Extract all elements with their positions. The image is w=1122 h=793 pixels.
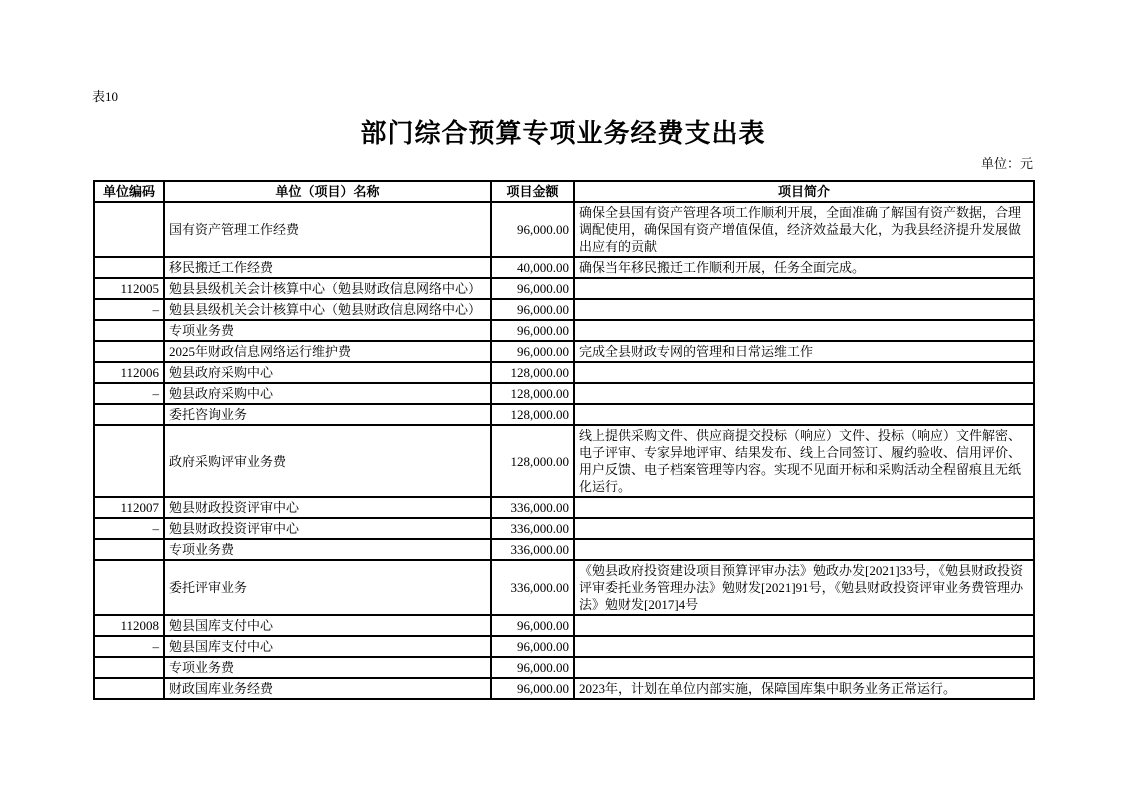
amount-cell: 128,000.00: [491, 383, 574, 404]
project-name-cell: 勉县政府采购中心: [164, 383, 491, 404]
project-name-cell: 勉县国库支付中心: [164, 636, 491, 657]
amount-cell: 128,000.00: [491, 362, 574, 383]
intro-cell: [574, 320, 1034, 341]
unit-code-cell: –: [94, 383, 164, 404]
project-name-cell: 专项业务费: [164, 657, 491, 678]
table-row: [94, 299, 1034, 320]
unit-code-cell: [94, 657, 164, 678]
table-row: [94, 278, 1034, 299]
intro-cell: 《勉县政府投资建设项目预算评审办法》勉政办发[2021]33号，《勉县财政投资评审委托业务管理办法》勉财发[2021]91号，《勉县财政投资评审业务费管理办法》勉财发[2017]4号: [574, 560, 1034, 615]
header-project-name: 单位（项目）名称: [164, 181, 491, 202]
project-name-cell: 勉县县级机关会计核算中心（勉县财政信息网络中心）: [164, 299, 491, 320]
unit-code-cell: –: [94, 518, 164, 539]
table-row: [94, 362, 1034, 383]
amount-cell: 40,000.00: [491, 257, 574, 278]
intro-cell: 完成全县财政专网的管理和日常运维工作: [574, 341, 1034, 362]
amount-cell: 128,000.00: [491, 404, 574, 425]
table-body: [94, 202, 1034, 699]
table-row: [94, 425, 1034, 497]
intro-cell: [574, 383, 1034, 404]
table-row: [94, 202, 1034, 257]
intro-cell: [574, 362, 1034, 383]
unit-code-cell: 112008: [94, 615, 164, 636]
table-row: [94, 615, 1034, 636]
amount-cell: 336,000.00: [491, 560, 574, 615]
table-row: [94, 636, 1034, 657]
amount-cell: 96,000.00: [491, 320, 574, 341]
table-row: [94, 341, 1034, 362]
amount-cell: 96,000.00: [491, 678, 574, 699]
project-name-cell: 委托评审业务: [164, 560, 491, 615]
table-row: [94, 657, 1034, 678]
intro-cell: [574, 518, 1034, 539]
table-row: [94, 320, 1034, 341]
unit-code-cell: 112006: [94, 362, 164, 383]
intro-cell: [574, 657, 1034, 678]
amount-cell: 96,000.00: [491, 299, 574, 320]
currency-unit-note: 单位：元: [980, 156, 1033, 171]
project-name-cell: 移民搬迁工作经费: [164, 257, 491, 278]
project-name-cell: 国有资产管理工作经费: [164, 202, 491, 257]
table-row: [94, 539, 1034, 560]
unit-code-cell: [94, 425, 164, 497]
intro-cell: [574, 278, 1034, 299]
header-project-amount: 项目金额: [491, 181, 574, 202]
table-row: [94, 518, 1034, 539]
table-row: [94, 497, 1034, 518]
unit-code-cell: [94, 539, 164, 560]
intro-cell: [574, 404, 1034, 425]
intro-cell: [574, 497, 1034, 518]
project-name-cell: 勉县财政投资评审中心: [164, 497, 491, 518]
table-row: [94, 257, 1034, 278]
project-name-cell: 委托咨询业务: [164, 404, 491, 425]
intro-cell: 确保全县国有资产管理各项工作顺利开展，全面准确了解国有资产数据，合理调配使用，确保国有资产增值保值，经济效益最大化，为我县经济提升发展做出应有的贡献: [574, 202, 1034, 257]
budget-expense-table: [93, 180, 1035, 700]
table-number-label: 表10: [92, 89, 119, 104]
amount-cell: 96,000.00: [491, 341, 574, 362]
amount-cell: 128,000.00: [491, 425, 574, 497]
unit-code-cell: –: [94, 299, 164, 320]
header-unit-code: 单位编码: [94, 181, 164, 202]
project-name-cell: 勉县国库支付中心: [164, 615, 491, 636]
project-name-cell: 勉县政府采购中心: [164, 362, 491, 383]
intro-cell: [574, 636, 1034, 657]
amount-cell: 96,000.00: [491, 278, 574, 299]
unit-code-cell: [94, 678, 164, 699]
amount-cell: 96,000.00: [491, 202, 574, 257]
project-name-cell: 政府采购评审业务费: [164, 425, 491, 497]
intro-cell: [574, 539, 1034, 560]
table-row: [94, 678, 1034, 699]
amount-cell: 336,000.00: [491, 539, 574, 560]
unit-code-cell: [94, 560, 164, 615]
intro-cell: 线上提供采购文件、供应商提交投标（响应）文件、投标（响应）文件解密、电子评审、专家异地评审、结果发布、线上合同签订、履约验收、信用评价、用户反馈、电子档案管理等内容。实现不见面开标和采购活动全程留痕且无纸化运行。: [574, 425, 1034, 497]
table-header-row: [94, 181, 1034, 202]
unit-code-cell: [94, 320, 164, 341]
table-row: [94, 404, 1034, 425]
amount-cell: 96,000.00: [491, 657, 574, 678]
page-title: 部门综合预算专项业务经费支出表: [360, 119, 766, 148]
table-row: [94, 383, 1034, 404]
project-name-cell: 财政国库业务经费: [164, 678, 491, 699]
intro-cell: [574, 615, 1034, 636]
unit-code-cell: [94, 257, 164, 278]
unit-code-cell: [94, 341, 164, 362]
project-name-cell: 专项业务费: [164, 320, 491, 341]
unit-code-cell: 112007: [94, 497, 164, 518]
intro-cell: 确保当年移民搬迁工作顺利开展，任务全面完成。: [574, 257, 1034, 278]
amount-cell: 336,000.00: [491, 518, 574, 539]
project-name-cell: 专项业务费: [164, 539, 491, 560]
unit-code-cell: [94, 404, 164, 425]
project-name-cell: 2025年财政信息网络运行维护费: [164, 341, 491, 362]
unit-code-cell: –: [94, 636, 164, 657]
table-row: [94, 560, 1034, 615]
intro-cell: [574, 299, 1034, 320]
intro-cell: 2023年，计划在单位内部实施，保障国库集中职务业务正常运行。: [574, 678, 1034, 699]
unit-code-cell: 112005: [94, 278, 164, 299]
amount-cell: 96,000.00: [491, 636, 574, 657]
project-name-cell: 勉县财政投资评审中心: [164, 518, 491, 539]
unit-code-cell: [94, 202, 164, 257]
project-name-cell: 勉县县级机关会计核算中心（勉县财政信息网络中心）: [164, 278, 491, 299]
amount-cell: 336,000.00: [491, 497, 574, 518]
amount-cell: 96,000.00: [491, 615, 574, 636]
header-project-intro: 项目简介: [574, 181, 1034, 202]
